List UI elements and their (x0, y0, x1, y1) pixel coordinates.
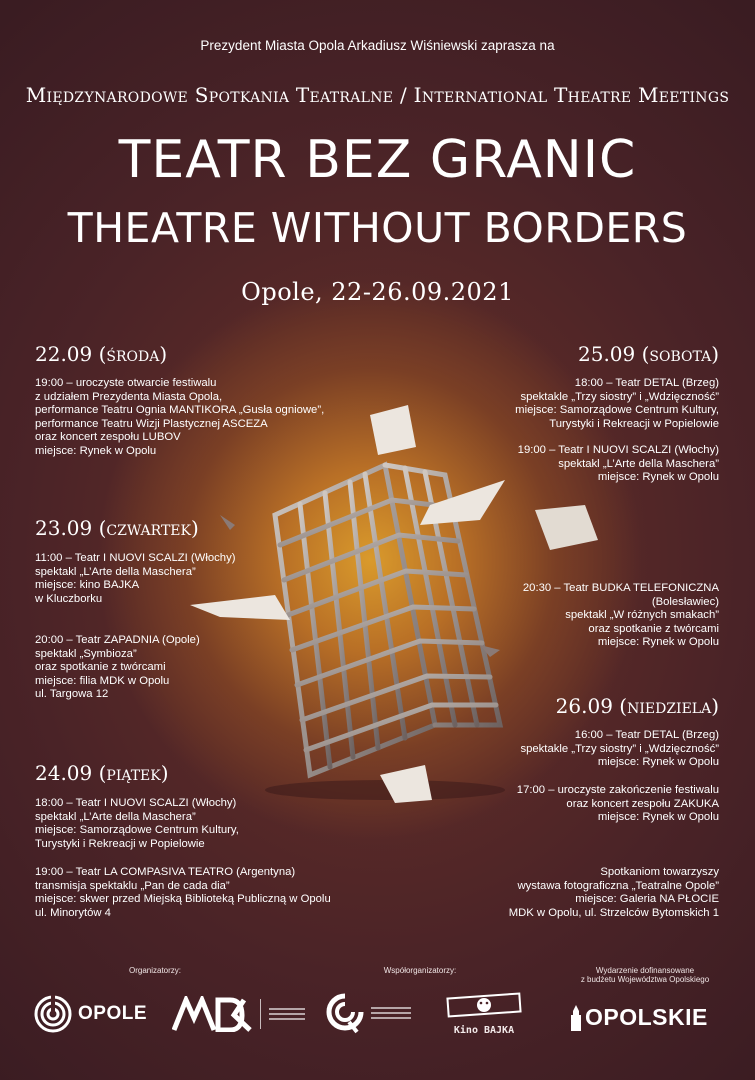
event-line: 16:00 – Teatr DETAL (Brzeg) (574, 729, 719, 741)
day-heading: 22.09 (środa) (35, 342, 168, 366)
event-25-09-1 (515, 377, 719, 431)
funding-label (560, 966, 730, 984)
event-line: 20:00 – Teatr ZAPADNIA (Opole) (35, 634, 200, 646)
mdk-mark-icon (172, 996, 252, 1032)
day-block-24-09 (35, 761, 169, 785)
event-line: miejsce: kino BAJKA (35, 579, 140, 592)
event-line: 19:00 – Teatr I NUOVI SCALZI (Włochy) (517, 444, 719, 456)
event-line: oraz spotkanie z twórcami (588, 622, 719, 635)
title-english: THEATRE WITHOUT BORDERS (67, 204, 688, 252)
event-line: ul. Minorytów 4 (35, 906, 111, 919)
mdk-logo (172, 996, 305, 1032)
event-24-09-1 (35, 797, 239, 851)
day-heading: 24.09 (piątek) (35, 761, 169, 785)
day-block-22-09 (35, 342, 167, 366)
event-line: miejsce: Rynek w Opolu (597, 471, 719, 484)
event-line: miejsce: Samorządowe Centrum Kultury, (35, 824, 239, 837)
event-line: miejsce: Rynek w Opolu (597, 636, 719, 649)
funding-label-line: Wydarzenie dofinansowane (595, 966, 695, 975)
event-line: Turystyki i Rekreacji w Popielowie (35, 837, 205, 850)
event-line: miejsce: Samorządowe Centrum Kultury, (515, 404, 719, 417)
day-block-25-09 (578, 342, 719, 366)
event-line: 17:00 – uroczyste zakończenie festiwalu (516, 784, 719, 796)
day-heading: 25.09 (sobota) (578, 342, 719, 366)
event-line: ul. Targowa 12 (35, 688, 109, 701)
event-line: performance Teatru Ognia MANTIKORA „Gusła ogniowe”, (35, 404, 325, 417)
event-line: miejsce: Rynek w Opolu (35, 444, 157, 457)
kino-bajka-logo (444, 990, 524, 1038)
event-23-09-1 (35, 552, 235, 606)
tower-icon (570, 1005, 582, 1031)
day-block-23-09 (35, 516, 199, 540)
day-block-26-09 (556, 694, 719, 718)
day-heading: 26.09 (niedziela) (555, 694, 719, 718)
event-line: 18:00 – Teatr I NUOVI SCALZI (Włochy) (35, 797, 237, 809)
coorganizers-label: Współorganizatorzy: (383, 966, 457, 975)
event-line: 18:00 – Teatr DETAL (Brzeg) (574, 377, 719, 389)
festival-dates: Opole, 22-26.09.2021 (241, 278, 514, 306)
event-26-09-1 (520, 729, 719, 770)
event-line: Turystyki i Rekreacji w Popielowie (549, 417, 719, 430)
title-polish: TEATR BEZ GRANIC (118, 130, 637, 190)
exhibition-note (509, 866, 719, 920)
event-line: miejsce: Rynek w Opolu (597, 756, 719, 769)
event-line: 11:00 – Teatr I NUOVI SCALZI (Włochy) (35, 552, 236, 564)
event-line: oraz spotkanie z twórcami (35, 661, 166, 674)
event-26-09-2 (517, 784, 719, 825)
event-line: spektakl „L’Arte della Maschera” (35, 565, 196, 578)
opole-logo-text: OPOLE (78, 1003, 148, 1024)
event-25-09-2 (518, 444, 719, 485)
event-line: 19:00 – uroczyste otwarcie festiwalu (35, 377, 217, 389)
event-line: oraz koncert zespołu LUBOV (35, 431, 181, 444)
event-line: miejsce: Galeria NA PŁOCIE (575, 893, 719, 906)
event-line: z udziałem Prezydenta Miasta Opola, (35, 390, 223, 403)
event-line: wystawa fotograficzna „Teatralne Opole” (517, 879, 719, 892)
event-line: spektakl „L’Arte della Maschera” (558, 457, 719, 470)
coorganizer-small-text (371, 1004, 411, 1022)
event-25-09-3 (523, 582, 719, 650)
event-line: oraz koncert zespołu ZAKUKA (566, 797, 719, 810)
event-line: 20:30 – Teatr BUDKA TELEFONICZNA (522, 582, 719, 594)
event-line: spektakl „W różnych smakach” (565, 609, 719, 622)
event-line: miejsce: filia MDK w Opolu (35, 674, 170, 687)
event-line: Spotkaniom towarzyszy (600, 866, 719, 878)
mdk-divider (260, 999, 261, 1029)
festival-subtitle: Międzynarodowe Spotkania Teatralne / International Theatre Meetings (25, 83, 730, 107)
swirl-logo-icon (325, 992, 365, 1034)
event-24-09-2 (35, 866, 331, 920)
event-line: spektakle „Trzy siostry” i „Wdzięczność” (520, 390, 719, 403)
opolskie-logo (570, 1004, 708, 1031)
event-line: MDK w Opolu, ul. Strzelców Bytomskich 1 (508, 906, 719, 919)
mdk-small-text (269, 1005, 305, 1023)
kino-bajka-text: Kino BAJKA (453, 1025, 515, 1036)
event-line: miejsce: skwer przed Miejską Biblioteką Publiczną w Opolu (35, 893, 331, 906)
event-line: w Kluczborku (35, 592, 103, 605)
event-22-09-1 (35, 377, 324, 459)
day-heading: 23.09 (czwartek) (35, 516, 199, 540)
opole-logo (34, 994, 147, 1034)
opole-circle-icon (34, 995, 72, 1033)
event-line: spektakl „L’Arte della Maschera” (35, 810, 196, 823)
event-line: performance Teatru Wizji Plastycznej ASCEZA (35, 417, 268, 430)
invitation-line: Prezydent Miasta Opola Arkadiusz Wiśniewski zaprasza na (200, 38, 555, 53)
event-line: miejsce: Rynek w Opolu (597, 811, 719, 824)
event-line: transmisja spektaklu „Pan de cada dia” (35, 879, 230, 892)
event-line: spektakl „Symbioza” (35, 647, 137, 660)
coorganizer-logo-1 (325, 992, 411, 1034)
funding-label-line: z budżetu Województwa Opolskiego (580, 975, 710, 984)
event-line: 19:00 – Teatr LA COMPASIVA TEATRO (Argentyna) (35, 866, 296, 878)
film-strip-icon (444, 990, 524, 1020)
organizers-label: Organizatorzy: (128, 966, 182, 975)
event-line: spektakle „Trzy siostry” i „Wdzięczność” (520, 742, 719, 755)
event-23-09-2 (35, 634, 200, 702)
opolskie-logo-text: OPOLSKIE (585, 1004, 708, 1030)
event-line: (Bolesławiec) (651, 595, 719, 608)
